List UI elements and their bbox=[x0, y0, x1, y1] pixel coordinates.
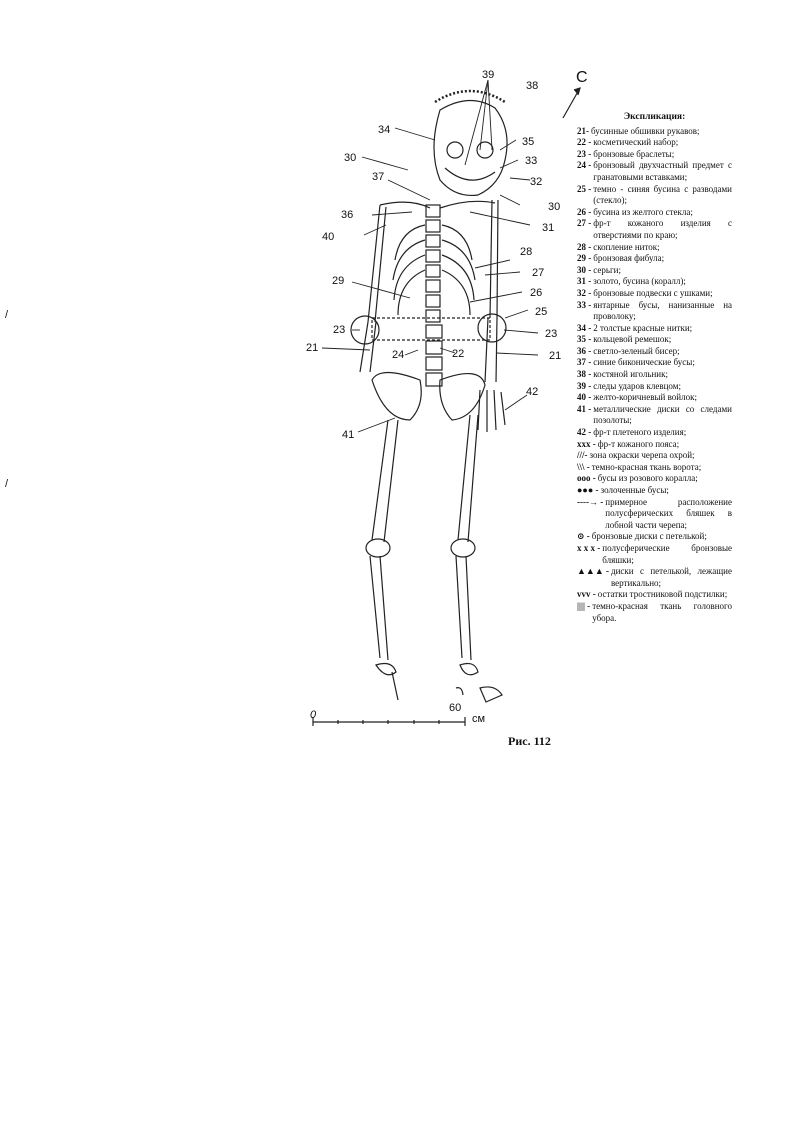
legend-item-number: x x x - bbox=[577, 542, 601, 553]
legend-explication bbox=[577, 112, 732, 624]
callout-31: 31 bbox=[542, 222, 555, 234]
callout-23: 23 bbox=[545, 328, 558, 340]
callout-26: 26 bbox=[530, 287, 543, 299]
legend-item-number: 23 - bbox=[577, 148, 592, 159]
north-marker: С bbox=[576, 69, 588, 86]
legend-item bbox=[577, 207, 732, 219]
ribcage bbox=[393, 225, 475, 315]
callout-33: 33 bbox=[525, 155, 538, 167]
legend-item-number: 38 - bbox=[577, 369, 592, 380]
legend-item bbox=[577, 184, 732, 207]
legend-item-text: темно - синяя бусина с разводами (стекло); bbox=[593, 183, 732, 206]
callout-27: 27 bbox=[532, 267, 545, 279]
legend-item-number: 42 - bbox=[577, 427, 592, 438]
legend-item-number: xxx - bbox=[577, 438, 596, 449]
legend-item-number: \\\ - bbox=[577, 461, 590, 472]
callout-21: 21 bbox=[306, 342, 319, 354]
legend-item-number: 33 - bbox=[577, 299, 592, 310]
callout-25: 25 bbox=[535, 306, 548, 318]
legend-item bbox=[577, 137, 732, 149]
callout-37: 37 bbox=[372, 171, 385, 183]
legs bbox=[366, 415, 478, 660]
legend-item-text: зона окраски черепа охрой; bbox=[589, 450, 695, 461]
legend-item-number: 29 - bbox=[577, 253, 592, 264]
legend-item bbox=[577, 265, 732, 277]
legend-item-number: 25 - bbox=[577, 183, 592, 194]
legend-item bbox=[577, 323, 732, 335]
callout-42: 42 bbox=[526, 386, 539, 398]
legend-item bbox=[577, 149, 732, 161]
callout-30: 30 bbox=[344, 152, 357, 164]
legend-item-number: 30 - bbox=[577, 264, 592, 275]
legend-item-text: 2 толстые красные нитки; bbox=[593, 322, 693, 333]
belt-hatch bbox=[372, 318, 490, 340]
callout-36: 36 bbox=[341, 209, 354, 221]
legend-item bbox=[577, 218, 732, 241]
legend-item-number: 22 - bbox=[577, 137, 592, 148]
callout-40: 40 bbox=[322, 231, 335, 243]
legend-item bbox=[577, 462, 732, 474]
legend-item-number: ●●● - bbox=[577, 485, 599, 495]
callout-24: 24 bbox=[392, 349, 405, 361]
legend-item-text: косметический набор; bbox=[593, 137, 679, 148]
legend-item bbox=[577, 473, 732, 485]
legend-item bbox=[577, 276, 732, 288]
figure-caption: Рис. 112 bbox=[508, 734, 551, 748]
legend-item-text: бронзовые диски с петелькой; bbox=[591, 531, 707, 542]
legend-item-number: 39 - bbox=[577, 380, 592, 391]
legend-item-text: янтарные бусы, нанизанные на проволоку; bbox=[593, 299, 732, 322]
legend-item bbox=[577, 357, 732, 369]
legend-item bbox=[577, 439, 732, 451]
legend-item-text: серьги; bbox=[593, 264, 621, 275]
legend-item bbox=[577, 369, 732, 381]
callout-41: 41 bbox=[342, 429, 355, 441]
legend-item-number: 36 - bbox=[577, 345, 592, 356]
callout-29: 29 bbox=[332, 275, 345, 287]
legend-item-number: ///- bbox=[577, 450, 588, 461]
legend-item-number: ooo - bbox=[577, 473, 596, 484]
legend-item-text: примерное расположение полусферических бляшек в лобной части черепа; bbox=[605, 496, 732, 530]
callout-23: 23 bbox=[333, 324, 346, 336]
legend-item bbox=[577, 288, 732, 300]
legend-item bbox=[577, 392, 732, 404]
legend-item-text: темно-красная ткань головного убора. bbox=[592, 600, 732, 623]
legend-items bbox=[577, 126, 732, 625]
callout-28: 28 bbox=[520, 246, 533, 258]
legend-item-text: остатки тростниковой подстилки; bbox=[597, 589, 728, 600]
legend-item bbox=[577, 160, 732, 183]
legend-item-number: 35 - bbox=[577, 334, 592, 345]
legend-item-text: следы ударов клевцом; bbox=[593, 380, 681, 391]
legend-item-number: vvv - bbox=[577, 589, 596, 600]
legend-item-number: 27 - bbox=[577, 218, 592, 229]
legend-item bbox=[577, 300, 732, 323]
legend-item-number: 21- bbox=[577, 125, 589, 136]
legend-item bbox=[577, 497, 732, 532]
legend-item-number: ⊙ - bbox=[577, 531, 590, 542]
legend-item bbox=[577, 601, 732, 624]
legend-item-number: 31 - bbox=[577, 276, 592, 287]
legend-item-text: золоченные бусы; bbox=[600, 485, 669, 495]
legend-item-number: 41 - bbox=[577, 403, 592, 414]
legend-item bbox=[577, 334, 732, 346]
legend-item-text: темно-красная ткань ворота; bbox=[591, 461, 702, 472]
legend-item-text: синие биконические бусы; bbox=[593, 357, 695, 368]
legend-item bbox=[577, 346, 732, 358]
legend-item bbox=[577, 566, 732, 589]
arms bbox=[351, 200, 506, 382]
stray-mark: / bbox=[5, 478, 9, 490]
callout-34: 34 bbox=[378, 124, 391, 136]
legend-item-text: фр-т кожаного изделия с отверстиями по краю; bbox=[593, 218, 732, 240]
callout-39: 39 bbox=[482, 69, 495, 81]
legend-item-text: костяной игольник; bbox=[593, 369, 668, 380]
legend-item-text: бронзовые подвески с ушками; bbox=[593, 287, 713, 298]
legend-title: Экспликация: bbox=[623, 112, 686, 122]
callout-30: 30 bbox=[548, 201, 561, 213]
callout-38: 38 bbox=[526, 80, 539, 92]
callout-35: 35 bbox=[522, 136, 535, 148]
legend-item bbox=[577, 531, 732, 543]
legend-item bbox=[577, 404, 732, 427]
legend-item-number: 40 - bbox=[577, 392, 592, 403]
legend-item-text: золото, бусина (коралл); bbox=[593, 276, 686, 287]
legend-item bbox=[577, 126, 732, 138]
legend-item-text: желто-коричневый войлок; bbox=[593, 392, 697, 403]
legend-item bbox=[577, 485, 732, 497]
legend-item-text: диски с петелькой, лежащие вертикально; bbox=[610, 566, 732, 588]
spine bbox=[426, 205, 442, 386]
legend-item-number: ▲▲▲ - bbox=[577, 566, 609, 577]
legend-item-text: бусинные обшивки рукавов; bbox=[591, 125, 700, 136]
legend-item-text: бусы из розового коралла; bbox=[597, 473, 698, 484]
legend-item-text: кольцевой ремешок; bbox=[593, 334, 672, 345]
legend-item-text: металлические диски со следами позолоты; bbox=[593, 403, 732, 426]
legend-item bbox=[577, 253, 732, 265]
callout-22: 22 bbox=[452, 348, 465, 360]
legend-item-number: 26 - bbox=[577, 206, 592, 217]
legend-item-number: ----→ - bbox=[577, 496, 604, 507]
legend-item-text: бронзовые браслеты; bbox=[593, 148, 675, 159]
stray-mark: / bbox=[5, 309, 9, 321]
legend-item bbox=[577, 242, 732, 254]
legend-item bbox=[577, 427, 732, 439]
legend-item-text: фр-т кожаного пояса; bbox=[597, 438, 680, 449]
legend-item-number: |||| - bbox=[577, 600, 591, 611]
pelvis bbox=[372, 373, 485, 421]
legend-item-number: 34 - bbox=[577, 322, 592, 333]
scale-sixty: 60 bbox=[449, 702, 462, 714]
callout-21: 21 bbox=[549, 350, 562, 362]
legend-item-number: 32 - bbox=[577, 287, 592, 298]
legend-item-text: полусферические бронзовые бляшки; bbox=[602, 542, 732, 565]
legend-item bbox=[577, 589, 732, 601]
scale-bar bbox=[313, 717, 465, 726]
legend-item-text: бронзовая фибула; bbox=[593, 253, 665, 264]
scale-zero: 0 bbox=[310, 709, 317, 721]
legend-item bbox=[577, 543, 732, 566]
legend-item-text: бусина из желтого стекла; bbox=[593, 206, 693, 217]
legend-item-number: 28 - bbox=[577, 241, 592, 252]
legend-item bbox=[577, 381, 732, 393]
legend-item-number: 24 - bbox=[577, 160, 592, 171]
legend-item-number: 37 - bbox=[577, 357, 592, 368]
legend-item-text: бронзовый двухчастный предмет с гранатовыми вставками; bbox=[593, 160, 732, 182]
scale-unit: см bbox=[472, 713, 486, 725]
legend-item bbox=[577, 450, 732, 462]
legend-item-text: скопление ниток; bbox=[593, 241, 660, 252]
legend-item-text: фр-т плетеного изделия; bbox=[593, 427, 687, 438]
callout-32: 32 bbox=[530, 176, 543, 188]
legend-item-text: светло-зеленый бисер; bbox=[593, 345, 680, 356]
